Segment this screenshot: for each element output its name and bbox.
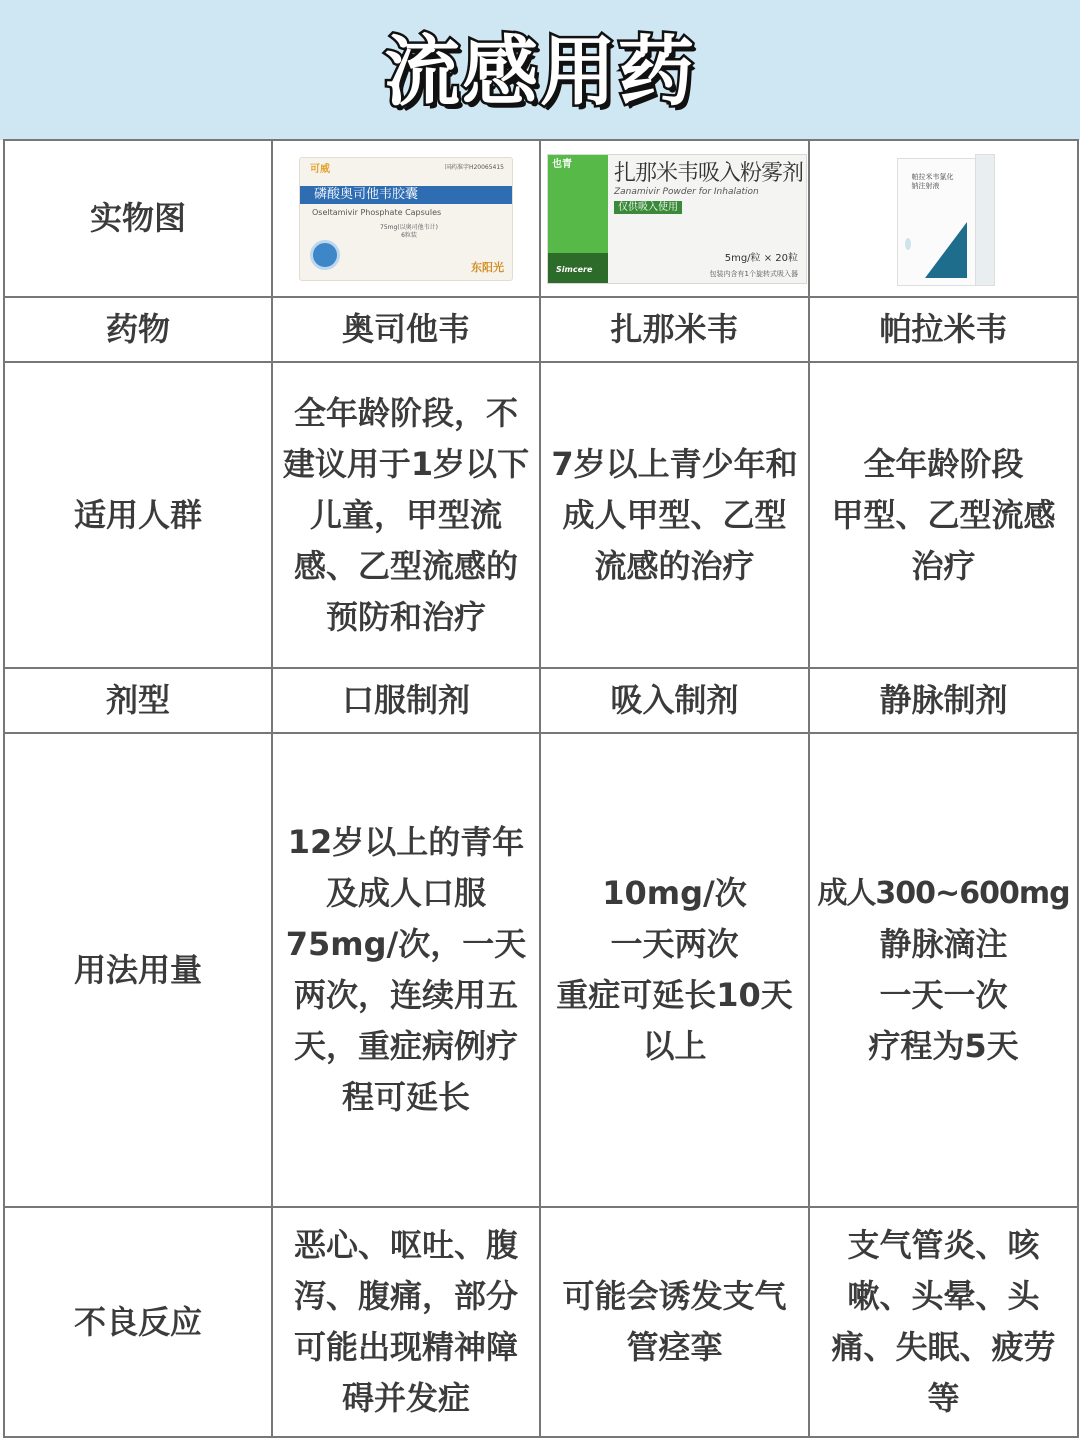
group-oseltamivir: 全年龄阶段，不建议用于1岁以下儿童，甲型流感、乙型流感的预防和治疗	[272, 362, 540, 668]
drug-name-peramivir: 帕拉米韦	[809, 297, 1078, 362]
drop-icon	[905, 238, 911, 250]
peramivir-box-image	[889, 152, 999, 286]
box-reg: 国药准字H20065415	[444, 163, 504, 171]
drug-name-zanamivir: 扎那米韦	[540, 297, 809, 362]
row-header-form: 剂型	[4, 668, 272, 733]
row-header-group: 适用人群	[4, 362, 272, 668]
title-banner	[0, 0, 1080, 140]
dose-zanamivir	[540, 733, 809, 1207]
dose-line: 重症可延长10天以上	[556, 976, 793, 1065]
group-peramivir	[809, 362, 1078, 668]
box-spec: 5mg/粒 × 20粒	[724, 252, 798, 264]
dose-line: 成人300~600mg	[817, 876, 1070, 911]
box-en-name: Zanamivir Powder for Inhalation	[614, 186, 759, 197]
row-header-image: 实物图	[4, 140, 272, 297]
form-zanamivir: 吸入制剂	[540, 668, 809, 733]
box-stripe	[925, 222, 967, 278]
group-line: 甲型、乙型流感治疗	[831, 495, 1056, 585]
dose-peramivir	[809, 733, 1078, 1207]
dose-line: 一天两次	[610, 925, 739, 963]
box-maker: 东阳光	[471, 260, 504, 274]
cell-image-peramivir	[809, 140, 1078, 297]
row-form	[4, 668, 1078, 733]
row-header-dose: 用法用量	[4, 733, 272, 1207]
box-usage-tag: 仅供吸入使用	[614, 201, 682, 214]
box-name: 扎那米韦吸入粉雾剂	[614, 160, 804, 186]
row-image	[4, 140, 1078, 297]
seal-icon	[310, 240, 340, 270]
box-dose: 75mg(以奥司他韦计) 6粒装	[380, 223, 438, 239]
dose-line: 静脉滴注	[879, 925, 1008, 963]
adverse-zanamivir: 可能会诱发支气管痉挛	[540, 1207, 809, 1437]
row-dose	[4, 733, 1078, 1207]
box-brand: 可威	[310, 163, 330, 175]
dose-oseltamivir: 12岁以上的青年及成人口服75mg/次，一天两次，连续用五天，重症病例疗程可延长	[272, 733, 540, 1207]
box-side-panel	[548, 155, 608, 283]
box-logo: Simcere	[556, 264, 593, 274]
group-zanamivir: 7岁以上青少年和成人甲型、乙型流感的治疗	[540, 362, 809, 668]
row-drug	[4, 297, 1078, 362]
cell-image-zanamivir	[540, 140, 809, 297]
page-title: 流感用药	[384, 26, 696, 116]
adverse-peramivir: 支气管炎、咳嗽、头晕、头痛、失眠、疲劳等	[809, 1207, 1078, 1437]
row-group	[4, 362, 1078, 668]
dose-line: 疗程为5天	[868, 1027, 1019, 1065]
box-name: 磷酸奥司他韦胶囊	[300, 186, 512, 204]
box-side	[975, 154, 995, 286]
adverse-oseltamivir: 恶心、呕吐、腹泻、腹痛，部分可能出现精神障碍并发症	[272, 1207, 540, 1437]
dose-line: 10mg/次	[602, 874, 747, 912]
box-pack: 包装内含有1个旋转式吸入器	[709, 269, 798, 278]
row-header-adverse: 不良反应	[4, 1207, 272, 1437]
box-brand: 也青	[552, 158, 572, 170]
zanamivir-box-image	[547, 154, 807, 284]
form-peramivir: 静脉制剂	[809, 668, 1078, 733]
medication-table	[3, 139, 1079, 1438]
oseltamivir-box-image	[299, 157, 513, 281]
group-line: 全年龄阶段	[863, 444, 1024, 483]
cell-image-oseltamivir	[272, 140, 540, 297]
box-name: 帕拉米韦氯化钠注射液	[911, 172, 954, 190]
row-adverse	[4, 1207, 1078, 1437]
row-header-drug: 药物	[4, 297, 272, 362]
form-oseltamivir: 口服制剂	[272, 668, 540, 733]
dose-line: 一天一次	[879, 976, 1008, 1014]
box-en-name: Oseltamivir Phosphate Capsules	[312, 207, 442, 217]
drug-name-oseltamivir: 奥司他韦	[272, 297, 540, 362]
